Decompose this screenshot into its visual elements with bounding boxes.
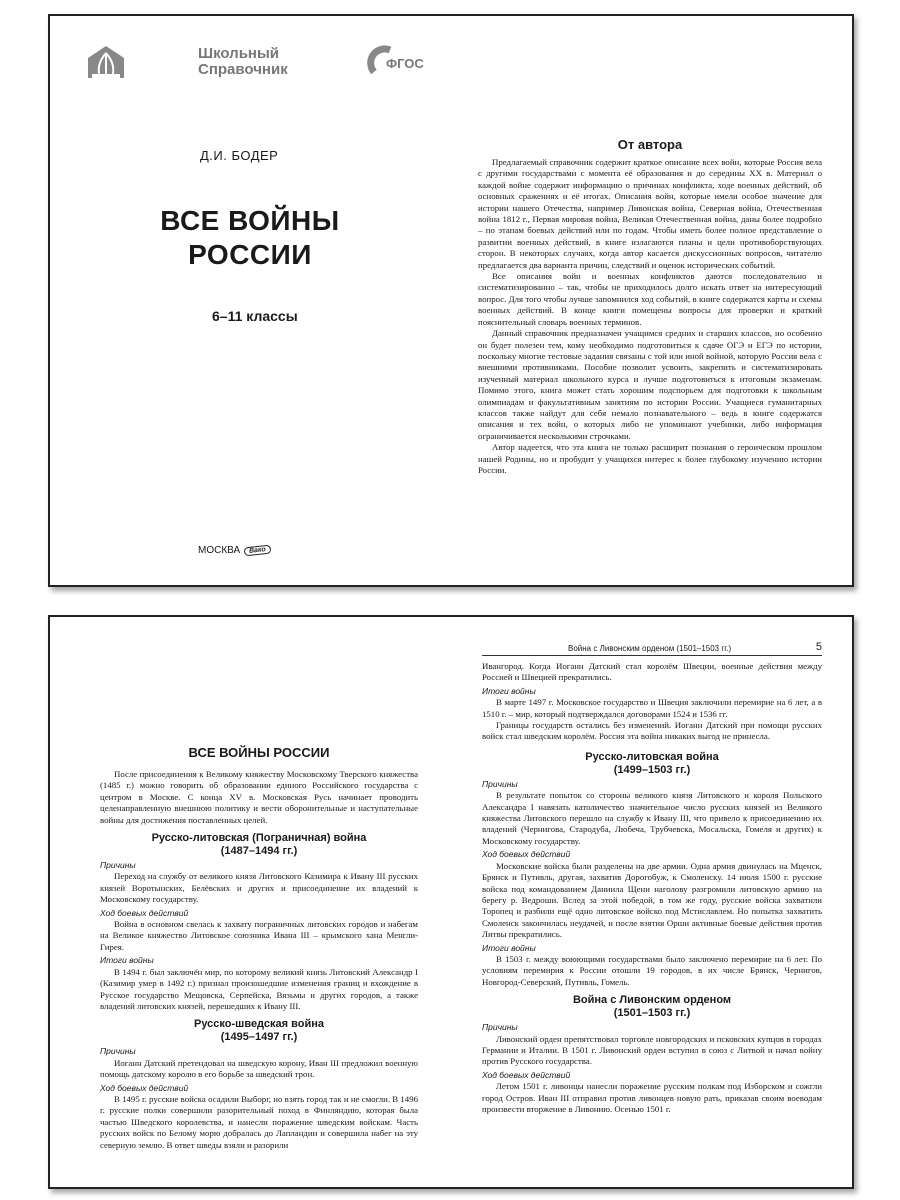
war-paragraph: В 1495 г. русские войска осадили Выборг, но взять город так и не смогли. В 1496 г. русские полки совершили разорительный поход в Финляндию, которая была частью Шведского королевства, и нанесли поражение шведским войскам. Часть русских войск по Белому морю добралась до Лапландии и совершила набег на эту северную землю. В ответ шведы взяли и разорили (100, 1093, 418, 1150)
preface-heading: От автора (617, 137, 683, 152)
subheading-causes: Причины (482, 778, 518, 789)
page-4 (100, 617, 418, 1187)
subheading-course: Ход боевых действий (482, 1069, 571, 1080)
subheading-causes: Причины (100, 860, 136, 871)
war-section (100, 1046, 418, 1151)
war-paragraph: Летом 1501 г. ливонцы нанесли поражение русским полкам под Изборском и сожгли город Остров. Иван III отправил против ливонцев новую рать, приказав своим воеводам произвести вторжение в Ливонию. Осенью 1501 г. (482, 1081, 822, 1114)
war-title: Русско-литовская война (585, 750, 719, 763)
book-title-line2: РОССИИ (188, 239, 312, 270)
war-paragraph: Ивангород. Когда Иоганн Датский стал королём Швеции, военные действия между Россией и Швецией прекратились. (482, 661, 822, 683)
publisher-line (198, 545, 271, 556)
war-paragraph: Границы государств остались без изменений. Иоганн Датский при помощи русских войск стал шведским королём. Россия эта война никаких выгод не принесла. (482, 720, 822, 742)
running-header (482, 641, 822, 656)
page-5 (482, 617, 822, 1187)
preface-text (478, 157, 822, 476)
war-paragraph: Московские войска были разделены на две армии. Одна армия двинулась на Мценск, Брянск и Путивль, другая, захватив Дорогобуж, к Смоленску. 14 июля 1500 г. русские войска под командованием Даниила Щени наголову разгромили литовскую армию на берегу р. Ведроши. Вслед за этой победой, в том же году, русские войска захватили Торопец и разбили ещё одно литовское войско под Мстиславлем. Но попытка захватить Смоленск закончилась неудачей, и после взятия Орши активные боевые действия против Литвы прекратились. (482, 860, 822, 940)
war-paragraph: Война в основном свелась к захвату пограничных литовских городов и набегам на Великое княжество Литовское союзника Ивана III – крымского хана Менгли-Гирея. (100, 919, 418, 952)
page-number: 5 (815, 641, 822, 653)
war-dates: (1499–1503 гг.) (613, 763, 691, 776)
war-paragraph: Ливонский орден препятствовал торговле новгородских и псковских купцов в городах Германии и Италии. В 1501 г. Ливонский орден вступил в союз с Литвой и начал войну против Русского государства. (482, 1033, 822, 1067)
content-spread (48, 615, 854, 1189)
series-logo-line2: Справочник (198, 61, 288, 78)
preface-paragraph: Автор надеется, что эта книга не только расширит познания о героическом прошлом нашей Родины, но и пробудит у учащихся интерес к более глубокому изучению истории России. (478, 442, 822, 475)
publisher-city: МОСКВА (198, 545, 241, 556)
war-section (100, 860, 418, 1012)
series-logo (198, 46, 288, 78)
war-paragraph: В марте 1497 г. Московское государство и Швеция заключили перемирие на 6 лет, а в 1510 г. – мир, который подтверждался договорами 1524 и 1536 гг. (482, 697, 822, 719)
cover-spread (48, 14, 854, 587)
grade-range: 6–11 классы (212, 308, 298, 324)
author-name: Д.И. БОДЕР (200, 148, 279, 163)
war-title: Русско-шведская война (194, 1018, 324, 1031)
war-paragraph: В результате попыток со стороны великого князя Литовского и короля Польского Александра I навязать католичество значительное число русских князей из Великого княжества Литовского перешло на службу к Ивану III, что привело к присоединению их владений (Чернигова, Стародуба, Любеча, Трубчевска, Мосальска, Гомеля и других) к Московскому государству. (482, 790, 822, 846)
war-paragraph: В 1494 г. был заключён мир, по которому великий князь Литовский Александр I (Казимир умер в 1492 г.) признал произошедшие изменения границ и вхождение в Русское государство Мещовска, Серпейска, Вязьмы и других городов, а также владений литовских князей, перешедших к Ивану III. (100, 966, 418, 1011)
war-dates: (1495–1497 гг.) (220, 1031, 298, 1044)
subheading-causes: Причины (482, 1022, 518, 1033)
subheading-course: Ход боевых действий (100, 907, 189, 918)
war-section (482, 661, 822, 743)
war-dates: (1501–1503 гг.) (613, 1007, 691, 1020)
war-dates: (1487–1494 гг.) (220, 845, 298, 858)
title-page (50, 16, 450, 585)
fgos-logo (364, 42, 424, 86)
intro-text (100, 769, 418, 826)
war-heading (482, 994, 822, 1020)
book-title (50, 204, 450, 272)
subheading-results: Итоги войны (482, 685, 536, 696)
war-section (482, 779, 822, 988)
war-title: Война с Ливонским орденом (572, 994, 732, 1007)
series-logo-line1: Школьный (198, 45, 280, 62)
war-paragraph: Иоганн Датский претендовал на шведскую корону, Иван III предложил военную помощь датскому королю в его борьбе за шведский трон. (100, 1057, 418, 1080)
fgos-logo-text: ФГОС (386, 56, 424, 71)
war-section (482, 1022, 822, 1115)
book-title-line1: ВСЕ ВОЙНЫ (160, 205, 340, 236)
running-head: Война с Ливонским орденом (1501–1503 гг.) (568, 644, 732, 653)
subheading-course: Ход боевых действий (482, 849, 571, 860)
war-heading (482, 751, 822, 777)
publisher-emblem-icon (86, 44, 126, 84)
subheading-results: Итоги войны (100, 955, 154, 966)
war-heading (100, 1018, 418, 1044)
subheading-results: Итоги войны (482, 942, 536, 953)
war-paragraph: Переход на службу от великого князя Литовского Казимира к Ивану III русских князей Воротынских, Белёвских и других и присоединение их владений к Московскому государству. (100, 871, 418, 905)
publisher-logo: Вако (244, 545, 272, 557)
war-heading (100, 832, 418, 858)
war-title: Русско-литовская (Пограничная) война (151, 832, 367, 845)
preface-page (478, 16, 822, 585)
preface-paragraph: Все описания войн и военных конфликтов даются последовательно и систематизированно – так, чтобы не приходилось долго искать ответ на интересующий вопрос. Для того чтобы лучше запомнился ход событий, в книге содержатся карты и схемы военных действий. В конце книги помещены вопросы для проверки и краткий пояснительный словарь военных терминов. (478, 271, 822, 327)
preface-paragraph: Данный справочник предназначен учащимся средних и старших классов, но особенно он будет полезен тем, кому необходимо подготовиться к сдаче ОГЭ и ЕГЭ по истории, поскольку многие тестовые задания связаны с той или иной войной, которую Россия вела с внешними противниками. Пособие позволит усвоить, закрепить и систематизировать изученный материал школьного курса и лучше подготовиться к итоговым экзаменам. Помимо этого, книга может стать хорошим подспорьем для подготовки к школьным олимпиадам и факультативным занятиям по истории России. Учащиеся гуманитарных классов также найдут для себя немало познавательного – ведь в книге содержатся описания и тех войн, о которых либо не упоминают учебники, либо информация ограничивается несколькими строчками. (478, 328, 822, 441)
subheading-causes: Причины (100, 1046, 136, 1057)
war-paragraph: В 1503 г. между воюющими государствами было заключено перемирие на 6 лет. По условиям перемирия к России отошли 19 городов, в их числе Брянск, Чернигов, Новгород-Северский, Путивль, Гомель. (482, 953, 822, 987)
chapter-title: ВСЕ ВОЙНЫ РОССИИ (188, 745, 330, 760)
intro-paragraph: После присоединения к Великому княжеству Московскому Тверского княжества (1485 г.) можно говорить об образовании единого Российского государства с центром в Москве. С конца XV в. Московская Русь начинает проводить целенаправленную внешнюю политику и вести оборонительные и наступательные войны для достижения поставленных целей. (100, 769, 418, 825)
subheading-course: Ход боевых действий (100, 1082, 189, 1093)
preface-paragraph: Предлагаемый справочник содержит краткое описание всех войн, которые Россия вела с другими государствами с момента её образования и до середины XX в. Материал о каждой войне содержит информацию о причинах конфликта, ходе военных действий, об основных сражениях и её итогах. Описания войн, которые имели особое значение для истории нашего Отечества, например Ливонская война, Северная война, Отечественная война 1812 г., Первая мировая война, Великая Отечественная война, даны более подробно – по этапам боевых действий или по годам. Чтобы иметь более полное представление о развитии военных действий, в книге излагаются планы и цели противоборствующих сторон. В некоторых случаях, когда автор касается дискуссионных вопросов, читателю предлагается два варианта причин, следствий и оценок исторических событий. (478, 157, 822, 270)
